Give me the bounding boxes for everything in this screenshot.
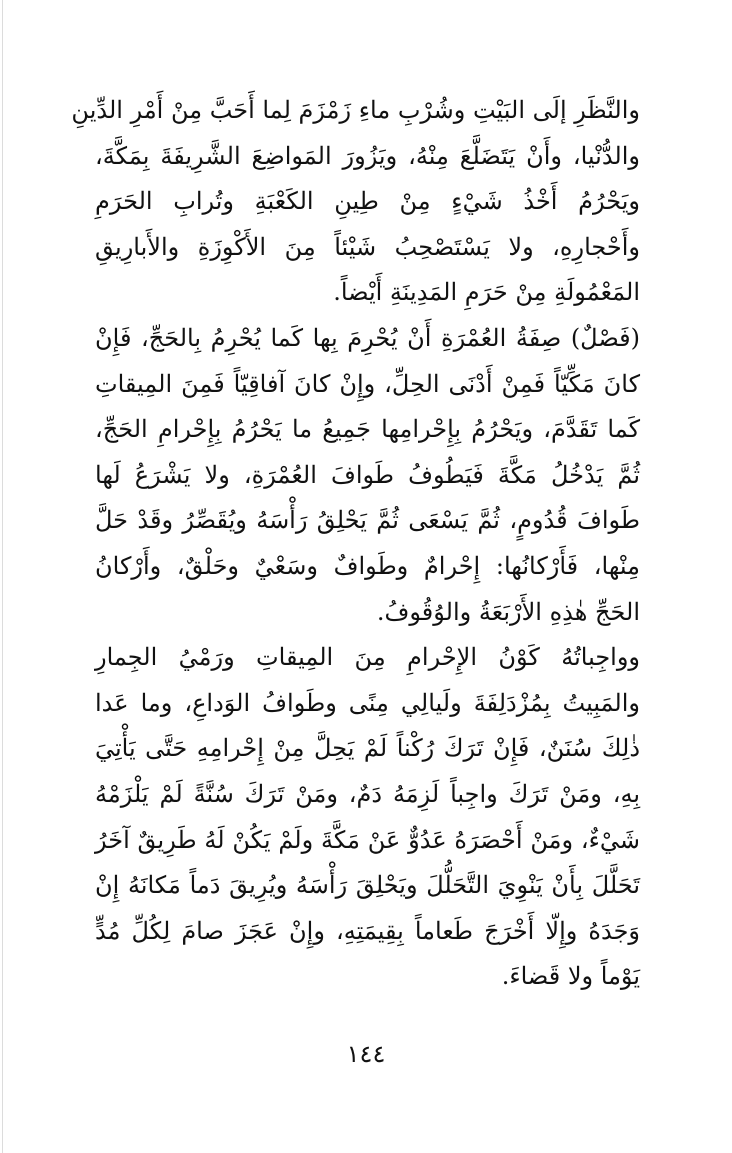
text-line: مِنْها، فَأَرْكانُها: إِحْرامٌ وطَوافٌ وسَعْيٌ وحَلْقٌ، وأَرْكانُ — [95, 551, 640, 580]
text-line: المَعْمُولَةِ مِنْ حَرَمِ المَدِينَةِ أَيْضاً. — [333, 278, 640, 307]
text-line: كانَ مَكِّيّاً فَمِنْ أَدْنَى الحِلِّ، وإِنْ كانَ آفاقِيّاً فَمِنَ المِيقاتِ — [95, 369, 640, 398]
scan-edge-line — [2, 0, 3, 1153]
text-line: وَجَدَهُ وإِلّا أَخْرَجَ طَعاماً بِقِيمَتِهِ، وإِنْ عَجَزَ صامَ لِكُلِّ مُدٍّ — [95, 916, 640, 945]
text-line: تَحَلَّلَ بِأَنْ يَنْوِيَ التَّحَلُّلَ ويَحْلِقَ رَأْسَهُ ويُرِيقَ دَماً مَكانَهُ إِنْ — [95, 871, 640, 900]
text-line: كَما تَقَدَّمَ، ويَحْرُمُ بِإِحْرامِها جَمِيعُ ما يَحْرُمُ بِإِحْرامِ الحَجِّ، — [95, 415, 640, 444]
text-line: والدُّنْيا، وأَنْ يَتَضَلَّعَ مِنْهُ، ويَزُورَ المَواضِعَ الشَّرِيفَةَ بِمَكَّةَ، — [95, 141, 640, 170]
text-line: وواجِباتُهُ كَوْنُ الإِحْرامِ مِنَ المِيقاتِ ورَمْيُ الجِمارِ — [95, 643, 640, 672]
text-line: وأَحْجارِهِ، ولا يَسْتَصْحِبُ شَيْئاً مِنَ الأَكْوِزَةِ والأَبارِيقِ — [95, 232, 640, 261]
text-line: شَيْءٌ، ومَنْ أَحْصَرَهُ عَدُوٌّ عَنْ مَكَّةَ ولَمْ يَكُنْ لَهُ طَرِيقٌ آخَرُ — [95, 825, 640, 854]
text-line: ويَحْرُمُ أَخْذُ شَيْءٍ مِنْ طِينِ الكَعْبَةِ وتُرابِ الحَرَمِ — [95, 187, 640, 216]
page-number: ١٤٤ — [346, 1040, 386, 1068]
text-line: يَوْماً ولا قَضاءَ. — [501, 962, 640, 991]
text-line: بِهِ، ومَنْ تَرَكَ واجِباً لَزِمَهُ دَمٌ، ومَنْ تَرَكَ سُنَّةً لَمْ يَلْزَمْهُ — [95, 779, 640, 808]
arabic-text-body — [71, 88, 640, 1000]
text-line: والمَبِيتُ بِمُزْدَلِفَةَ ولَيالِي مِنًى وطَوافُ الوَداعِ، وما عَدا — [95, 688, 640, 717]
text-line: الحَجِّ هٰذِهِ الأَرْبَعَةُ والوُقُوفُ. — [376, 597, 640, 626]
text-line: والنَّظَرِ إلَى البَيْتِ وشُرْبِ ماءِ زَمْزَمَ لِما أَحَبَّ مِنْ أَمْرِ الدِّينِ — [71, 96, 640, 124]
text-line: ثُمَّ يَدْخُلُ مَكَّةَ فَيَطُوفُ طَوافَ العُمْرَةِ، ولا يَشْرَعُ لَها — [95, 460, 640, 489]
text-line: ذٰلِكَ سُنَنٌ، فَإِنْ تَرَكَ رُكْناً لَمْ يَحِلَّ مِنْ إِحْرامِهِ حَتَّى يَأْتِيَ — [95, 734, 640, 763]
text-line: (فَصْلٌ) صِفَةُ العُمْرَةِ أَنْ يُحْرِمَ بِها كَما يُحْرِمُ بِالحَجِّ، فَإِنْ — [95, 323, 640, 352]
text-line: طَوافَ قُدُومٍ، ثُمَّ يَسْعَى ثُمَّ يَحْلِقُ رَأْسَهُ ويُقَصِّرُ وقَدْ حَلَّ — [95, 506, 640, 535]
